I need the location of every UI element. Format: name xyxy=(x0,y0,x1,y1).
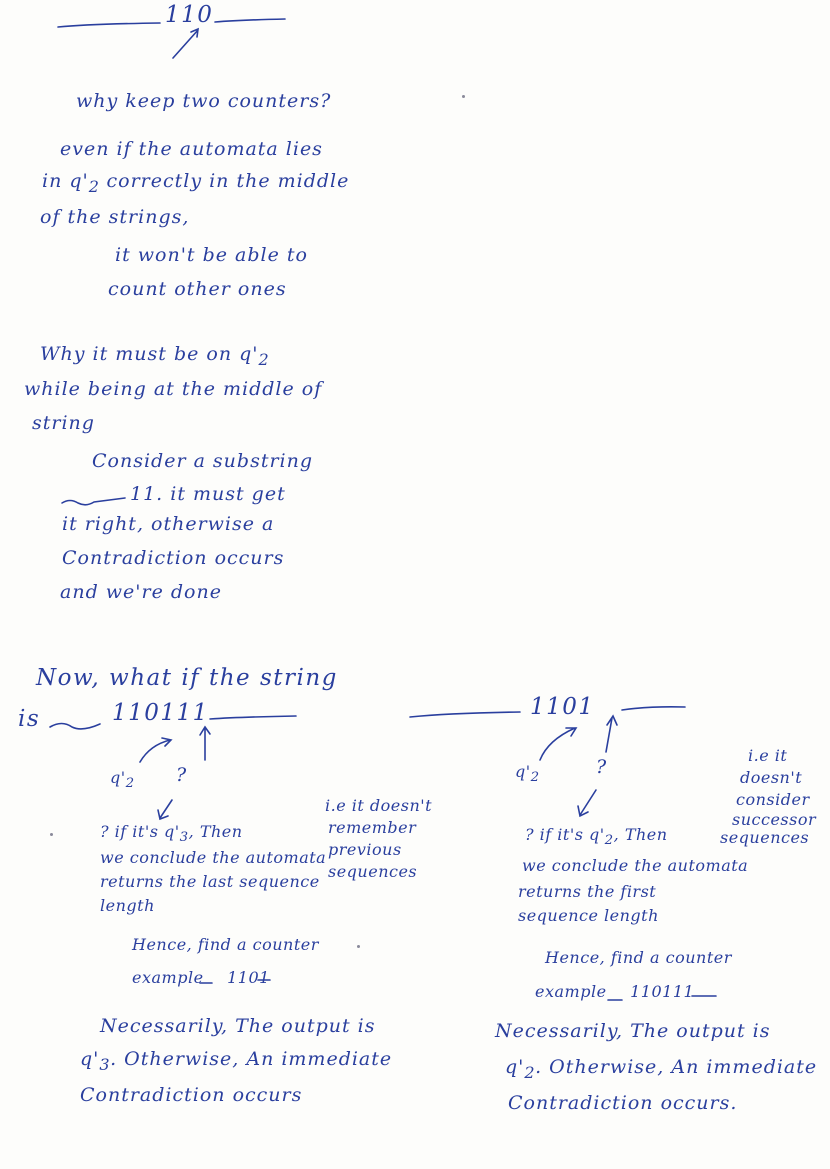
b1-line5: it won't be able to xyxy=(115,244,308,266)
b4-hence-line2 xyxy=(535,982,694,1001)
b4-example-value: 110111 xyxy=(630,982,695,1001)
b1-line2: even if the automata lies xyxy=(60,138,323,160)
paper-speck xyxy=(50,833,53,836)
substring-dash xyxy=(62,498,125,505)
header-dash-left xyxy=(58,23,160,27)
b4-final-rest: . Otherwise, An immediate xyxy=(535,1056,818,1078)
b2-line4: Consider a substring xyxy=(92,450,314,472)
b4-note-line1: i.e it xyxy=(748,746,788,765)
b3-final-state: q' xyxy=(80,1048,100,1070)
header-string: 110 xyxy=(165,2,214,28)
b1-state-sub: 2 xyxy=(88,176,100,196)
b3-final-line1: Necessarily, The output is xyxy=(100,1015,376,1037)
b4-final-line2 xyxy=(505,1056,817,1082)
b3-state xyxy=(110,768,135,791)
b3-case-rest: , Then xyxy=(188,822,243,841)
b2-line8: and we're done xyxy=(60,581,222,603)
seq-dash-left xyxy=(410,712,520,717)
b3-note-line4: sequences xyxy=(328,862,418,881)
b1-line1: why keep two counters? xyxy=(76,90,332,112)
b2-state-sub: 2 xyxy=(258,349,270,369)
b4-final-state: q' xyxy=(505,1056,525,1078)
header-arrow xyxy=(173,29,198,58)
b3-hence-line1: Hence, find a counter xyxy=(132,935,319,954)
b2-line2: while being at the middle of xyxy=(24,378,323,400)
b3-state-q: q' xyxy=(110,768,126,787)
b1-state: in q' xyxy=(42,170,89,192)
b3-qmark: ? xyxy=(176,764,188,786)
b3-final-line2 xyxy=(80,1048,392,1074)
b2-line3: string xyxy=(32,412,95,434)
b4-hence-line1: Hence, find a counter xyxy=(545,948,732,967)
b3-state-sub: 2 xyxy=(125,776,135,792)
paper-speck xyxy=(462,95,465,98)
b3-hence-line2 xyxy=(132,968,270,987)
string-arrow-q xyxy=(140,738,171,762)
b3-line1: Now, what if the string xyxy=(36,665,338,691)
b4-example-label: example xyxy=(535,982,607,1001)
b3-note-line3: previous xyxy=(328,840,402,859)
b4-state-q: q' xyxy=(515,762,531,781)
b4-note-line3: consider xyxy=(736,790,810,809)
b4-final-line3: Contradiction occurs. xyxy=(508,1092,738,1114)
b3-example-value: 1101 xyxy=(227,968,270,987)
b4-case-line3: returns the first xyxy=(518,882,657,901)
string-dash-right xyxy=(210,716,296,719)
b3-example-label: example xyxy=(132,968,204,987)
paper-speck xyxy=(357,945,360,948)
b4-case-line1 xyxy=(525,825,668,848)
b4-note-line4: successor xyxy=(732,810,817,829)
b4-state-sub: 2 xyxy=(530,770,540,786)
b2-line7: Contradiction occurs xyxy=(62,547,285,569)
b1-line3-rest: correctly in the middle xyxy=(106,170,350,192)
b3-string: 110111 xyxy=(112,700,209,726)
b3-final-rest: . Otherwise, An immediate xyxy=(110,1048,393,1070)
b4-case-line4: sequence length xyxy=(518,906,659,925)
b4-case-sub: 2 xyxy=(604,833,614,849)
b3-is: is xyxy=(18,706,41,732)
b4-note-line5: sequences xyxy=(720,828,810,847)
string-dash-left xyxy=(50,724,100,729)
seq-dash-right xyxy=(622,707,685,710)
b3-note-line2: remember xyxy=(328,818,417,837)
b3-case-sub: 3 xyxy=(179,830,189,846)
seq-arrow-q xyxy=(540,728,576,760)
b4-state xyxy=(515,762,540,785)
cases-arrow-left xyxy=(158,800,172,819)
b3-case-line3: returns the last sequence xyxy=(100,872,320,891)
cases-arrow-right xyxy=(578,790,596,816)
b4-case-text: ? if it's q' xyxy=(525,825,605,844)
seq-arrow-mark xyxy=(606,716,617,752)
b3-case-line4: length xyxy=(100,896,155,915)
string-arrow-mark xyxy=(200,727,210,760)
b4-final-sub: 2 xyxy=(524,1062,536,1082)
b1-line4: of the strings, xyxy=(40,206,190,228)
b3-case-line1 xyxy=(100,822,243,845)
b4-case-rest: , Then xyxy=(613,825,668,844)
b4-final-line1: Necessarily, The output is xyxy=(495,1020,771,1042)
b2-line1-text: Why it must be on q' xyxy=(40,343,259,365)
b3-final-sub: 3 xyxy=(99,1054,111,1074)
b3-case-line2: we conclude the automata xyxy=(100,848,327,867)
b4-case-line2: we conclude the automata xyxy=(522,856,749,875)
b4-qmark: ? xyxy=(596,756,608,778)
b1-line6: count other ones xyxy=(108,278,287,300)
b2-line1 xyxy=(40,343,269,369)
b1-line3 xyxy=(42,170,349,196)
b4-string: 1101 xyxy=(530,694,595,720)
b2-line6: it right, otherwise a xyxy=(62,513,275,535)
b2-line5: 11. it must get xyxy=(130,483,286,505)
b4-note-line2: doesn't xyxy=(740,768,803,787)
b3-final-line3: Contradiction occurs xyxy=(80,1084,303,1106)
b3-case-text: ? if it's q' xyxy=(100,822,180,841)
b3-note-line1: i.e it doesn't xyxy=(325,796,433,815)
header-dash-right xyxy=(215,19,285,22)
